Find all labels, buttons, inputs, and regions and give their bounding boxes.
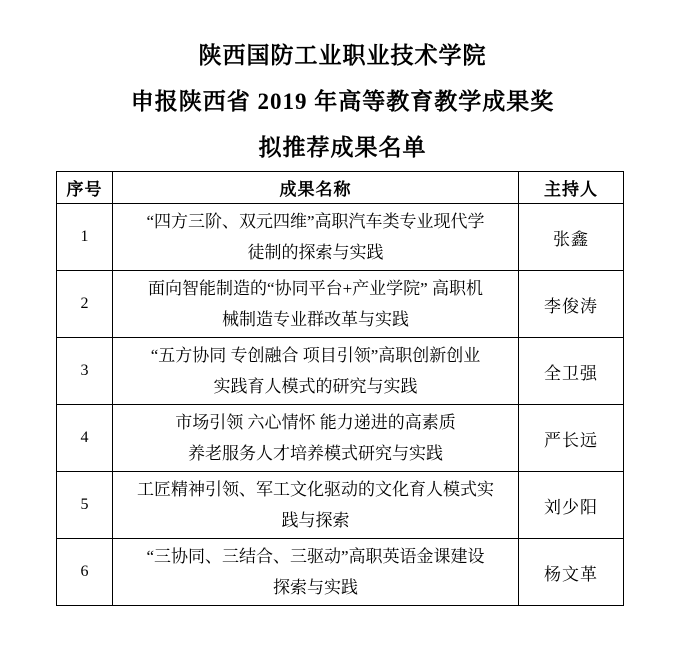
- table-row: [57, 271, 624, 338]
- name-line-1: 市场引领 六心情怀 能力递进的高素质: [175, 413, 456, 432]
- doc-title-line-1: 陕西国防工业职业技术学院: [198, 43, 487, 68]
- host-cell: 杨文革: [519, 539, 624, 606]
- host-cell: 刘少阳: [519, 472, 624, 539]
- name-line-2: 实践育人模式的研究与实践: [213, 377, 418, 396]
- index-cell: 1: [57, 204, 113, 271]
- name-line-2: 践与探索: [281, 511, 350, 530]
- name-line-2: 养老服务人才培养模式研究与实践: [188, 444, 443, 463]
- name-cell: [113, 338, 519, 405]
- name-line-1: “五方协同 专创融合 项目引领”高职创新创业: [150, 346, 481, 365]
- name-line-2: 徒制的探索与实践: [247, 243, 384, 262]
- name-line-1: 工匠精神引领、军工文化驱动的文化育人模式实: [137, 480, 494, 499]
- table-row: [57, 338, 624, 405]
- col-header-name: 成果名称: [113, 172, 519, 204]
- index-cell: 2: [57, 271, 113, 338]
- index-cell: 4: [57, 405, 113, 472]
- name-line-1: “四方三阶、双元四维”高职汽车类专业现代学: [146, 212, 485, 231]
- host-cell: 严长远: [519, 405, 624, 472]
- name-cell: [113, 271, 519, 338]
- index-cell: 3: [57, 338, 113, 405]
- name-cell: [113, 204, 519, 271]
- host-cell: 张鑫: [519, 204, 624, 271]
- table-row: [57, 472, 624, 539]
- doc-title-line-2: 申报陕西省 2019 年高等教育教学成果奖: [130, 89, 555, 114]
- name-cell: [113, 405, 519, 472]
- table-row: [57, 204, 624, 271]
- col-header-host: 主持人: [519, 172, 624, 204]
- name-line-2: 探索与实践: [273, 578, 358, 597]
- name-line-1: 面向智能制造的“协同平台+产业学院” 高职机: [148, 279, 483, 298]
- host-cell: 李俊涛: [519, 271, 624, 338]
- table-header-row: [57, 172, 624, 204]
- results-table: [56, 171, 624, 606]
- title-block: [0, 0, 685, 171]
- col-header-index: 序号: [57, 172, 113, 204]
- index-cell: 6: [57, 539, 113, 606]
- table-row: [57, 539, 624, 606]
- name-line-1: “三协同、三结合、三驱动”高职英语金课建设: [146, 547, 485, 566]
- name-cell: [113, 472, 519, 539]
- table-row: [57, 405, 624, 472]
- index-cell: 5: [57, 472, 113, 539]
- name-cell: [113, 539, 519, 606]
- doc-title-line-3: 拟推荐成果名单: [258, 135, 427, 160]
- name-line-2: 械制造专业群改革与实践: [222, 310, 409, 329]
- host-cell: 全卫强: [519, 338, 624, 405]
